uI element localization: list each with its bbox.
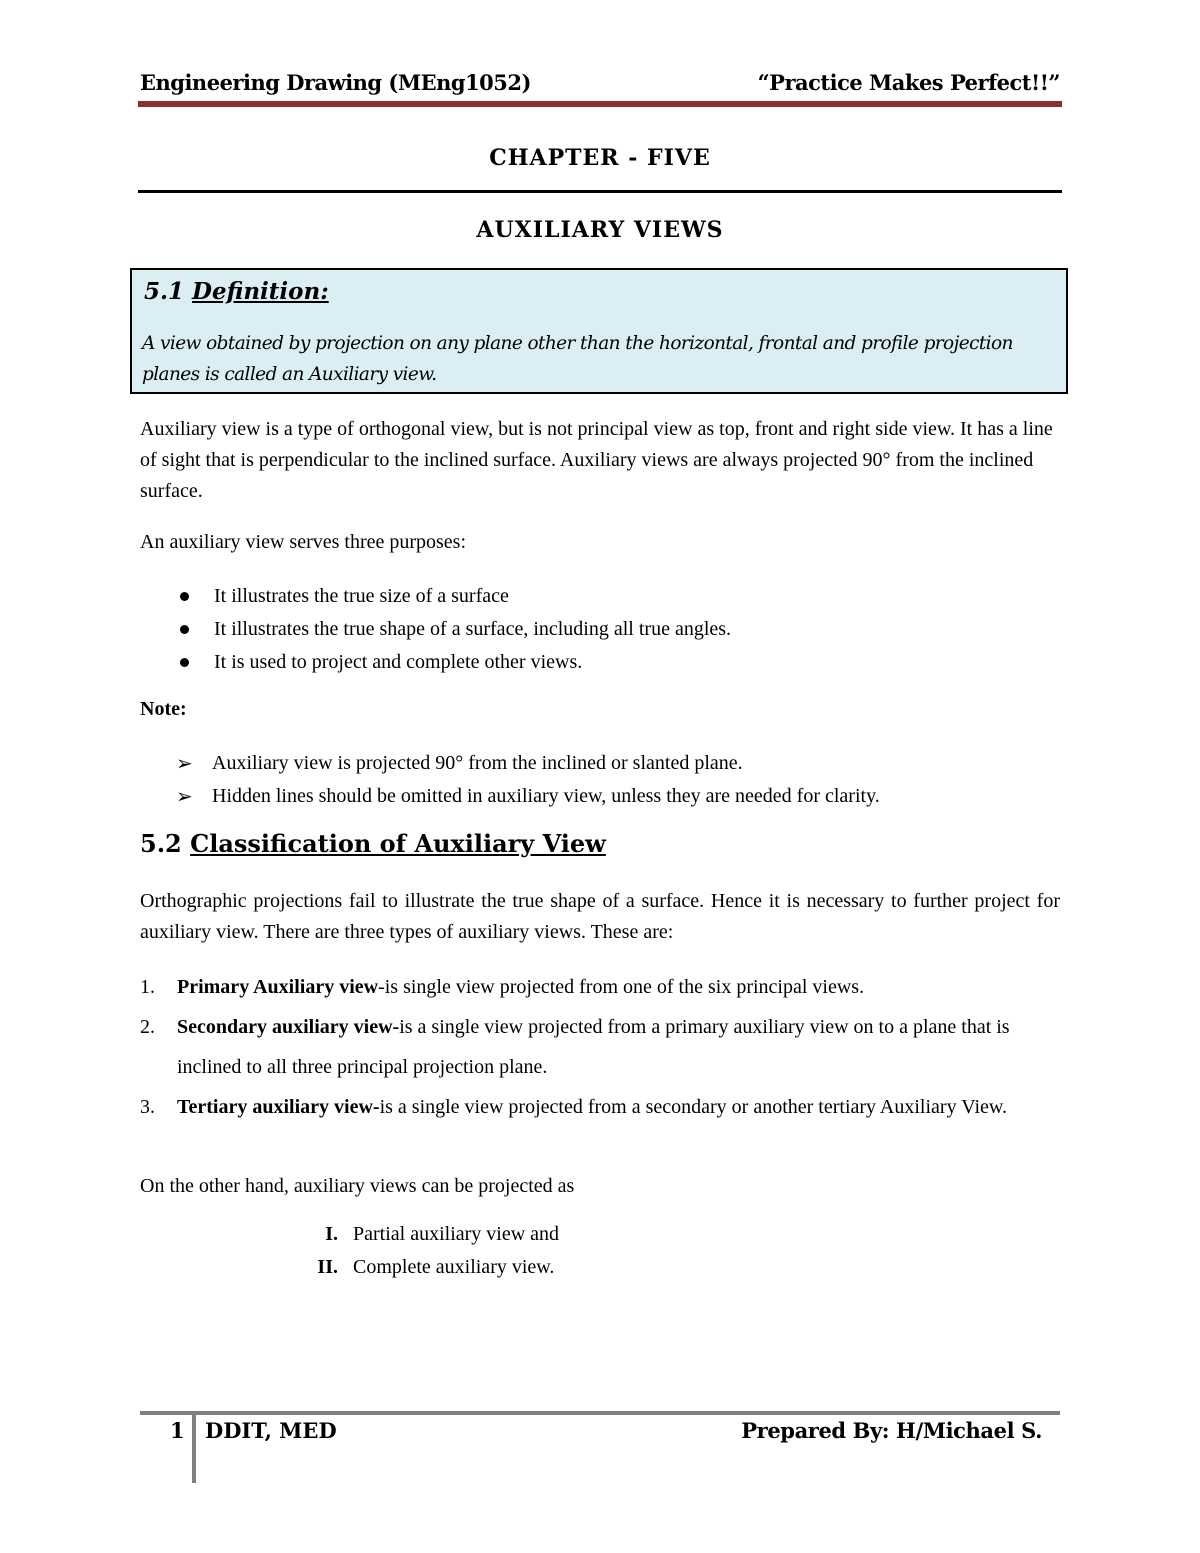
list-item: 2. Secondary auxiliary view-is a single view projected from a primary auxiliary view on to a plane that is inclined to all three principal projection plane. [140, 1016, 1010, 1078]
purposes-intro: An auxiliary view serves three purposes: [140, 531, 467, 553]
section-heading [140, 829, 606, 858]
list-item: II. Complete auxiliary view. [317, 1256, 555, 1278]
header-divider [138, 101, 1062, 107]
type-term: Secondary auxiliary view- [177, 1016, 400, 1038]
auxiliary-types-list [140, 967, 1060, 1127]
list-item: It illustrates the true size of a surface [140, 580, 1060, 613]
footer-vertical-divider [192, 1411, 196, 1483]
list-item: It is used to project and complete other views. [140, 646, 1060, 679]
list-item: I. Partial auxiliary view and [325, 1223, 560, 1245]
page-number: 1 [170, 1418, 185, 1443]
footer-divider [140, 1411, 1060, 1415]
list-item: ➢ Hidden lines should be omitted in auxiliary view, unless they are needed for clarity. [140, 780, 1060, 813]
bullet-icon [180, 625, 189, 634]
definition-heading [144, 278, 329, 305]
notes-list [140, 747, 1060, 813]
section-number: 5.2 [140, 829, 182, 858]
definition-title: Definition: [192, 278, 329, 305]
arrow-bullet-icon: ➢ [176, 751, 193, 775]
list-item: 1. Primary Auxiliary view-is single view projected from one of the six principal views. [140, 976, 865, 998]
intro-paragraph: Auxiliary view is a type of orthogonal view, but is not principal view as top, front and right side view. It has a line of sight that is perpendicular to the inclined surface. Auxiliary views are always projected 90° from the inclined surface. [140, 418, 1053, 502]
chapter-title: CHAPTER - FIVE [489, 145, 711, 171]
type-term: Primary Auxiliary view [177, 976, 379, 998]
type-description: -is single view projected from one of the six principal views. [378, 976, 865, 998]
definition-text: A view obtained by projection on any plane other than the horizontal, frontal and profile projection planes is called an Auxiliary view. [142, 333, 1013, 385]
type-description: is a single view projected from a secondary or another tertiary Auxiliary View. [379, 1096, 1008, 1118]
section-title: Classification of Auxiliary View [190, 829, 606, 858]
type-term: Tertiary auxiliary view- [177, 1096, 380, 1118]
definition-number: 5.1 [144, 278, 185, 305]
list-item: It illustrates the true shape of a surface, including all true angles. [140, 613, 1060, 646]
classification-paragraph: Orthographic projections fail to illustrate the true shape of a surface. Hence it is necessary to further project for auxiliary view. There are three types of auxiliary views. These are: [140, 890, 1060, 943]
other-hand-paragraph: On the other hand, auxiliary views can be projected as [140, 1175, 575, 1197]
header-motto: “Practice Makes Perfect!!” [757, 70, 1060, 95]
note-label: Note: [140, 698, 187, 720]
list-item: 3. Tertiary auxiliary view-is a single view projected from a secondary or another tertiary Auxiliary View. [140, 1096, 1008, 1118]
footer-institution: DDIT, MED [205, 1418, 337, 1443]
header-course-title: Engineering Drawing (MEng1052) [140, 70, 531, 95]
chapter-divider [138, 190, 1062, 193]
arrow-bullet-icon: ➢ [176, 784, 193, 808]
definition-box [130, 268, 1068, 394]
chapter-subtitle: AUXILIARY VIEWS [476, 217, 724, 243]
footer-prepared-by: Prepared By: H/Michael S. [741, 1418, 1042, 1443]
purposes-list [140, 580, 1060, 679]
bullet-icon [180, 592, 189, 601]
list-item: ➢ Auxiliary view is projected 90° from the inclined or slanted plane. [140, 747, 1060, 780]
type-description: is a single view projected from a primary auxiliary view on to a plane that is inclined to all three principal projection plane. [177, 1016, 1010, 1078]
projection-kinds-list [300, 1218, 900, 1284]
bullet-icon [180, 658, 189, 667]
